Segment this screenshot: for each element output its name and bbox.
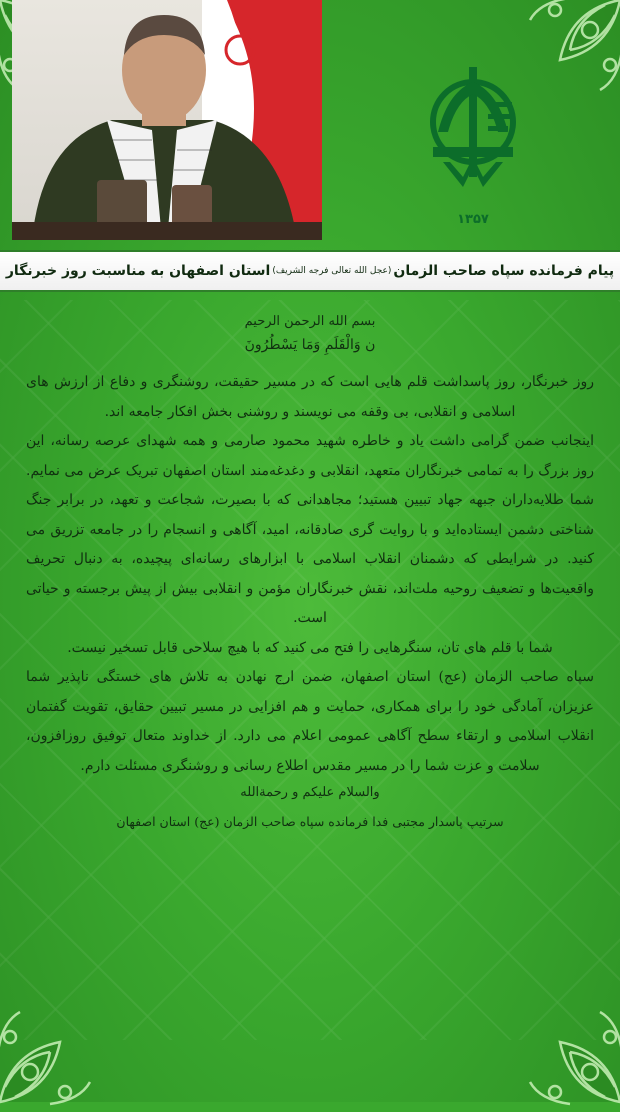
message-paragraph: روز خبرنگار، روز پاسداشت قلم هایی است که در مسیر حقیقت، روشنگری و دفاع از ارزش های اسلامی و انقلابی، بی وقفه می نویسند و روشنی بخش افکار جامعه اند. [26, 374, 594, 420]
quran-verse: ن وَالْقَلَمِ وَمَا يَسْطُرُونَ [244, 337, 376, 353]
title-honorific: (عجل الله تعالی فرجه الشریف) [272, 266, 392, 276]
signature: سرتیپ پاسدار مجتبی فدا فرمانده سپاه صاحب الزمان (عج) استان اصفهان [116, 814, 504, 829]
message-paragraph: اینجانب ضمن گرامی داشت یاد و خاطره شهید محمود صارمی و همه شهدای عرصه رسانه، این روز بزرگ را به تمامی خبرنگاران متعهد، انقلابی و دغدغه‌مند استان اصفهان تبریک عرض می نمایم. شما طلایه‌داران جبهه جهاد تبیین هستید؛ مجاهدانی که با بصیرت، شجاعت و تعهد، در برابر جنگ شناختی دشمن ایستاده‌اید و با روایت گری صادقانه، امید، آگاهی و انسجام را در جامعه تزریق می کنید. در شرایطی که دشمنان انقلاب اسلامی با ابزارهای رسانه‌ای پیچیده، به دنبال تحریف واقعیت‌ها و تضعیف روحیه ملت‌اند، نقش خبرنگاران مؤمن و انقلابی بیش از پیش برجسته و حیاتی است. [26, 433, 594, 626]
message-body [26, 312, 594, 833]
basmala: بسم الله الرحمن الرحیم [244, 314, 376, 329]
message-paragraph: شما با قلم های تان، سنگرهایی را فتح می کنید که با هیچ سلاحی قابل تسخیر نیست. [67, 639, 553, 656]
irgc-emblem-icon [418, 62, 528, 227]
logo-year: ۱۳۵۷ [457, 212, 489, 227]
corner-ornament-icon [510, 992, 620, 1112]
title-main-after: استان اصفهان به مناسبت روز خبرنگار [5, 263, 271, 279]
title-bar [0, 250, 620, 292]
commander-photo [12, 0, 322, 240]
corner-ornament-icon [0, 992, 110, 1112]
message-paragraph: سپاه صاحب الزمان (عج) استان اصفهان، ضمن ارج نهادن به تلاش های خستگی ناپذیر شما عزیزان، آمادگی خود را برای همکاری، حمایت و هم افزایی در مسیر تبیین حقایق، تقویت گفتمان انقلاب اسلامی و ارتقاء سطح آگاهی عمومی اعلام می دارد. از خداوند متعال توفیق روزافزون، سلامت و عزت شما را در مسیر مقدس اطلاع رسانی و روشنگری مسئلت دارم. [26, 669, 594, 774]
title-main-before: پیام فرمانده سپاه صاحب الزمان [393, 263, 615, 279]
closing-salutation: والسلام علیکم و رحمة‌الله [240, 785, 380, 800]
